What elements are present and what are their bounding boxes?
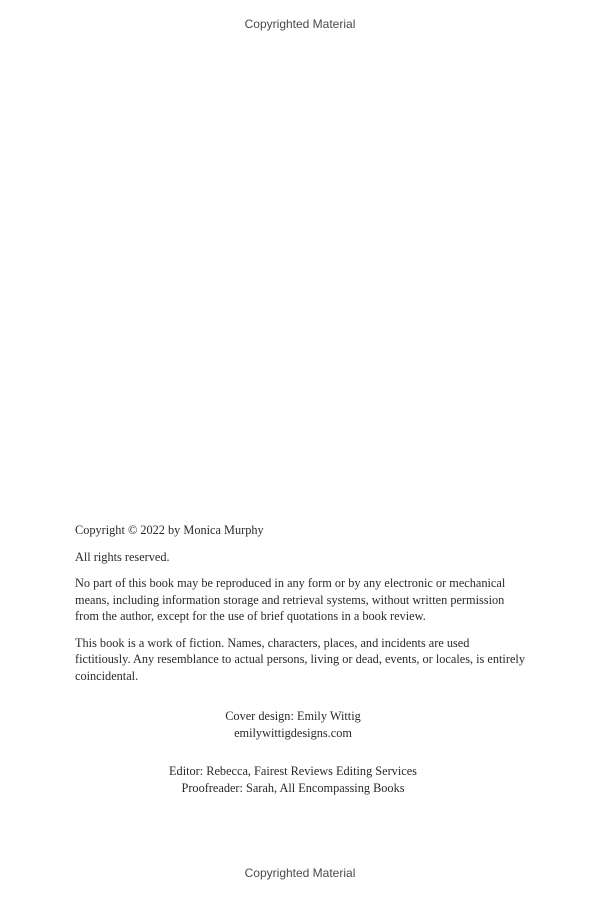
proofreader-credit: Proofreader: Sarah, All Encompassing Books (181, 781, 405, 795)
copyright-block (75, 522, 525, 694)
copyright-line: Copyright © 2022 by Monica Murphy (75, 523, 264, 537)
fiction-disclaimer: This book is a work of fiction. Names, characters, places, and incidents are used fictitiously. Any resemblance to actual persons, living or dead, events, or locales, is entirely coincidental. (75, 635, 525, 683)
cover-design-credit: Cover design: Emily Wittig (225, 709, 361, 723)
reproduction-notice: No part of this book may be reproduced in any form or by any electronic or mechanical means, including information storage and retrieval systems, without written permission from the author, except for the use of brief quotations in a book review. (75, 576, 506, 623)
editorial-credits (0, 763, 586, 797)
editor-credit: Editor: Rebecca, Fairest Reviews Editing Services (169, 764, 417, 778)
watermark-top: Copyrighted Material (244, 17, 356, 31)
watermark-bottom: Copyrighted Material (244, 866, 356, 880)
rights-reserved: All rights reserved. (75, 549, 170, 564)
cover-design-website: emilywittigdesigns.com (234, 726, 352, 740)
cover-credits (0, 708, 586, 742)
